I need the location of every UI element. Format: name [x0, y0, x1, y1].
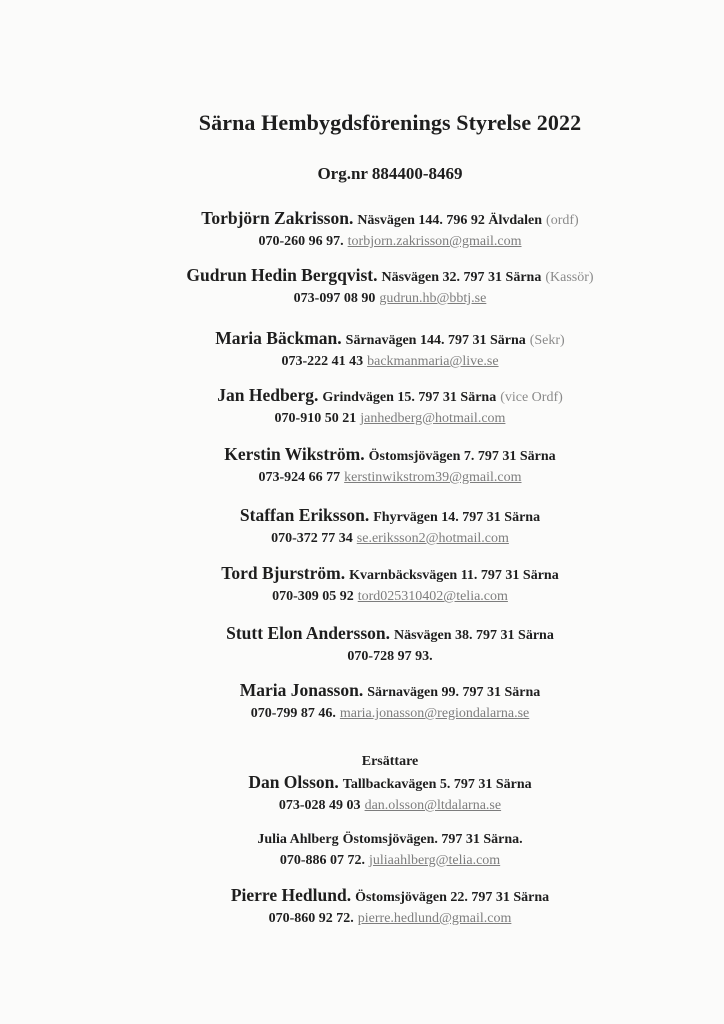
- member-name: Jan Hedberg.: [217, 385, 319, 405]
- member-phone: 073-097 08 90: [293, 291, 376, 306]
- member-entry: [0, 680, 724, 724]
- substitute-name: Pierre Hedlund.: [230, 885, 352, 905]
- member-address: Näsvägen 32. 797 31 Särna: [381, 270, 542, 285]
- member-name: Maria Bäckman.: [215, 328, 342, 348]
- substitute-address: Östomsjövägen 22. 797 31 Särna: [355, 890, 550, 905]
- org-number: Org.nr 884400-8469: [317, 164, 463, 183]
- substitute-address: Tallbackavägen 5. 797 31 Särna: [342, 777, 532, 792]
- member-email[interactable]: janhedberg@hotmail.com: [360, 411, 506, 426]
- member-email[interactable]: torbjorn.zakrisson@gmail.com: [347, 234, 522, 249]
- member-address: Östomsjövägen 7. 797 31 Särna: [368, 449, 556, 464]
- substitute-email[interactable]: dan.olsson@ltdalarna.se: [364, 798, 502, 813]
- member-entry: [0, 623, 724, 667]
- member-entry: [0, 563, 724, 607]
- member-address: Kvarnbäcksvägen 11. 797 31 Särna: [349, 568, 559, 583]
- member-email[interactable]: backmanmaria@live.se: [367, 354, 499, 369]
- member-address: Fhyrvägen 14. 797 31 Särna: [373, 510, 541, 525]
- substitute-email[interactable]: pierre.hedlund@gmail.com: [357, 911, 512, 926]
- substitute-address: Östomsjövägen. 797 31 Särna.: [342, 832, 523, 847]
- member-entry: [0, 385, 724, 429]
- substitute-entry: [0, 885, 724, 929]
- substitute-phone: 070-860 92 72.: [268, 911, 354, 926]
- substitutes-heading: Ersättare: [361, 754, 419, 769]
- member-address: Näsvägen 144. 796 92 Älvdalen: [357, 213, 543, 228]
- member-role: (vice Ordf): [500, 390, 563, 405]
- member-address: Särnavägen 144. 797 31 Särna: [345, 333, 526, 348]
- member-entry: [0, 444, 724, 488]
- member-entry: [0, 328, 724, 372]
- member-email[interactable]: kerstinwikstrom39@gmail.com: [344, 470, 522, 485]
- member-phone: 070-910 50 21: [274, 411, 357, 426]
- member-role: (ordf): [546, 213, 579, 228]
- substitute-phone: 070-886 07 72.: [279, 853, 365, 868]
- member-phone: 070-260 96 97.: [258, 234, 344, 249]
- member-name: Tord Bjurström.: [221, 563, 346, 583]
- member-role: (Kassör): [545, 270, 594, 285]
- member-entry: [0, 505, 724, 549]
- member-email[interactable]: maria.jonasson@regiondalarna.se: [339, 706, 530, 721]
- member-address: Näsvägen 38. 797 31 Särna: [394, 628, 554, 643]
- member-address: Grindvägen 15. 797 31 Särna: [322, 390, 497, 405]
- member-name: Gudrun Hedin Bergqvist.: [186, 265, 378, 285]
- substitute-name: Julia Ahlberg: [257, 832, 339, 847]
- member-email[interactable]: gudrun.hb@bbtj.se: [379, 291, 487, 306]
- member-name: Stutt Elon Andersson.: [226, 623, 390, 643]
- member-phone: 070-309 05 92: [272, 589, 354, 604]
- member-entry: [0, 265, 724, 309]
- member-name: Torbjörn Zakrisson.: [201, 208, 354, 228]
- member-phone: 070-728 97 93.: [347, 649, 433, 664]
- substitute-email[interactable]: juliaahlberg@telia.com: [368, 853, 501, 868]
- member-address: Särnavägen 99. 797 31 Särna: [367, 685, 541, 700]
- member-phone: 070-372 77 34: [271, 531, 353, 546]
- member-email[interactable]: se.eriksson2@hotmail.com: [356, 531, 509, 546]
- substitute-entry: [0, 772, 724, 816]
- member-role: (Sekr): [529, 333, 565, 348]
- member-name: Kerstin Wikström.: [224, 444, 365, 464]
- substitute-entry: [0, 829, 724, 871]
- substitute-name: Dan Olsson.: [248, 772, 339, 792]
- member-phone: 070-799 87 46.: [250, 706, 336, 721]
- substitute-phone: 073-028 49 03: [278, 798, 361, 813]
- member-entry: [0, 208, 724, 252]
- member-name: Staffan Eriksson.: [239, 505, 370, 525]
- member-name: Maria Jonasson.: [239, 680, 364, 700]
- member-email[interactable]: tord025310402@telia.com: [357, 589, 508, 604]
- page-title: Särna Hembygdsförenings Styrelse 2022: [198, 110, 582, 135]
- member-phone: 073-924 66 77: [258, 470, 341, 485]
- member-phone: 073-222 41 43: [281, 354, 364, 369]
